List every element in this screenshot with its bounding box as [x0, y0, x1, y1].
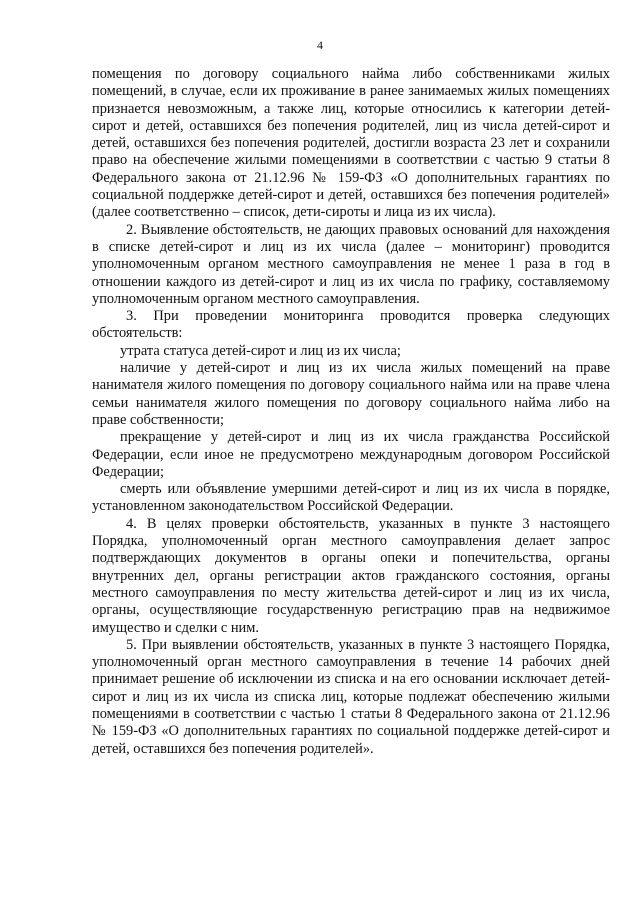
list-item-citizenship: прекращение у детей-сирот и лиц из их числа гражданства Российской Федерации, если иное не предусмотрено международным договором Российской Федерации;: [92, 429, 610, 480]
paragraph-4: 4. В целях проверки обстоятельств, указанных в пункте 3 настоящего Порядка, уполномоченный орган местного самоуправления делает запрос подтверждающих документов в органы опеки и попечительства, органы внутренних дел, органы регистрации актов гражданского состояния, органы местного самоуправления по месту жительства детей-сирот и лиц из их числа, органы, осуществляющие государственную регистрацию прав на недвижимое имущество и сделки с ним.: [92, 515, 610, 636]
list-item-housing: наличие у детей-сирот и лиц из их числа жилых помещений на праве нанимателя жилого помещения по договору социального найма или на праве члена семьи нанимателя жилого помещения по договору социального найма либо на праве собственности;: [92, 360, 610, 428]
paragraph-continuation: помещения по договору социального найма либо собственниками жилых помещений, в случае, если их проживание в ранее занимаемых жилых помещениях признается невозможным, а также лиц, которые относились к категории детей-сирот и детей, оставшихся без попечения родителей, лиц из числа детей-сирот и детей, оставшихся без попечения родителей, достигли возраста 23 лет и сохранили право на обеспечение жилыми помещениями в соответствии с частью 9 статьи 8 Федерального закона от 21.12.96 № 159-ФЗ «О дополнительных гарантиях по социальной поддержке детей-сирот и детей, оставшихся без попечения родителей» (далее соответственно – список, дети-сироты и лица из их числа).: [92, 66, 610, 221]
paragraph-5: 5. При выявлении обстоятельств, указанных в пункте 3 настоящего Порядка, уполномоченный орган местного самоуправления в течение 14 рабочих дней принимает решение об исключении из списка и на его основании исключает детей-сирот и лиц из их числа из списка лиц, которые подлежат обеспечению жилыми помещениями в соответствии с частью 1 статьи 8 Федерального закона от 21.12.96 № 159-ФЗ «О дополнительных гарантиях по социальной поддержке детей-сирот и детей, оставшихся без попечения родителей».: [92, 636, 610, 757]
paragraph-3: 3. При проведении мониторинга проводится проверка следующих обстоятельств:: [92, 308, 610, 342]
list-item-death: смерть или объявление умершими детей-сирот и лиц из их числа в порядке, установленном законодательством Российской Федерации.: [92, 481, 610, 515]
paragraph-2: 2. Выявление обстоятельств, не дающих правовых оснований для нахождения в списке детей-сирот и лиц из их числа (далее – мониторинг) проводится уполномоченным органом местного самоуправления не менее 1 раза в год в отношении каждого из детей-сирот и лиц из их числа по графику, составляемому уполномоченным органом местного самоуправления.: [92, 221, 610, 307]
page-number: 4: [317, 38, 323, 52]
document-body: [92, 66, 610, 758]
list-item-status-loss: утрата статуса детей-сирот и лиц из их числа;: [120, 342, 401, 359]
